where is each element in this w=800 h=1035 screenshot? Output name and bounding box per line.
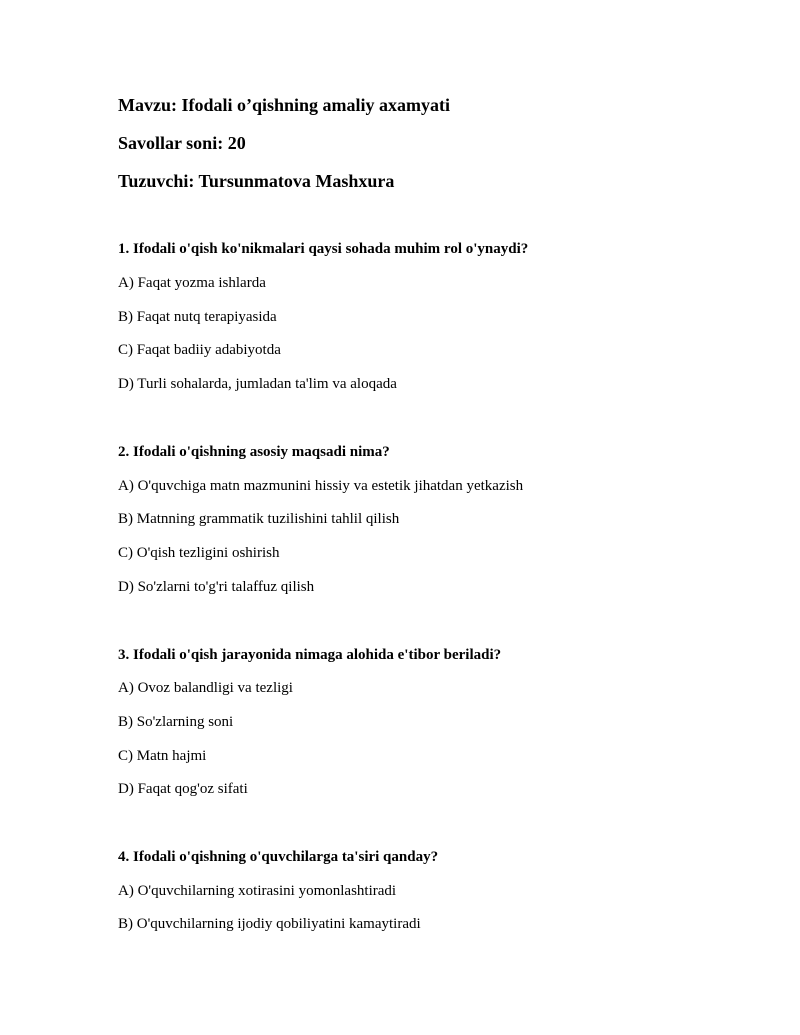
- question-4-option-a: A) O'quvchilarning xotirasini yomonlashtiradi: [118, 883, 397, 899]
- question-3-option-a: A) Ovoz balandligi va tezligi: [118, 680, 293, 696]
- question-3-option-c: C) Matn hajmi: [118, 748, 207, 764]
- question-1-option-c: C) Faqat badiiy adabiyotda: [118, 342, 281, 358]
- question-3-option-b: B) So'zlarning soni: [118, 714, 234, 730]
- question-1-option-d: D) Turli sohalarda, jumladan ta'lim va aloqada: [118, 376, 397, 392]
- question-1-option-a: A) Faqat yozma ishlarda: [118, 275, 266, 291]
- question-2: 2. Ifodali o'qishning asosiy maqsadi nima?: [118, 444, 390, 460]
- question-count-heading: Savollar soni: 20: [118, 133, 246, 153]
- question-4: 4. Ifodali o'qishning o'quvchilarga ta'siri qanday?: [118, 849, 439, 865]
- question-3-option-d: D) Faqat qog'oz sifati: [118, 781, 248, 797]
- author-heading: Tuzuvchi: Tursunmatova Mashxura: [118, 171, 395, 191]
- question-1-option-b: B) Faqat nutq terapiyasida: [118, 309, 277, 325]
- question-2-option-a: A) O'quvchiga matn mazmunini hissiy va estetik jihatdan yetkazish: [118, 478, 524, 494]
- question-3: 3. Ifodali o'qish jarayonida nimaga alohida e'tibor beriladi?: [118, 647, 502, 663]
- question-2-option-b: B) Matnning grammatik tuzilishini tahlil qilish: [118, 511, 400, 527]
- question-1: 1. Ifodali o'qish ko'nikmalari qaysi sohada muhim rol o'ynaydi?: [118, 241, 529, 257]
- question-2-option-c: C) O'qish tezligini oshirish: [118, 545, 280, 561]
- question-2-option-d: D) So'zlarni to'g'ri talaffuz qilish: [118, 579, 315, 595]
- topic-heading: Mavzu: Ifodali o’qishning amaliy axamyati: [118, 95, 451, 115]
- question-4-option-b: B) O'quvchilarning ijodiy qobiliyatini kamaytiradi: [118, 916, 421, 932]
